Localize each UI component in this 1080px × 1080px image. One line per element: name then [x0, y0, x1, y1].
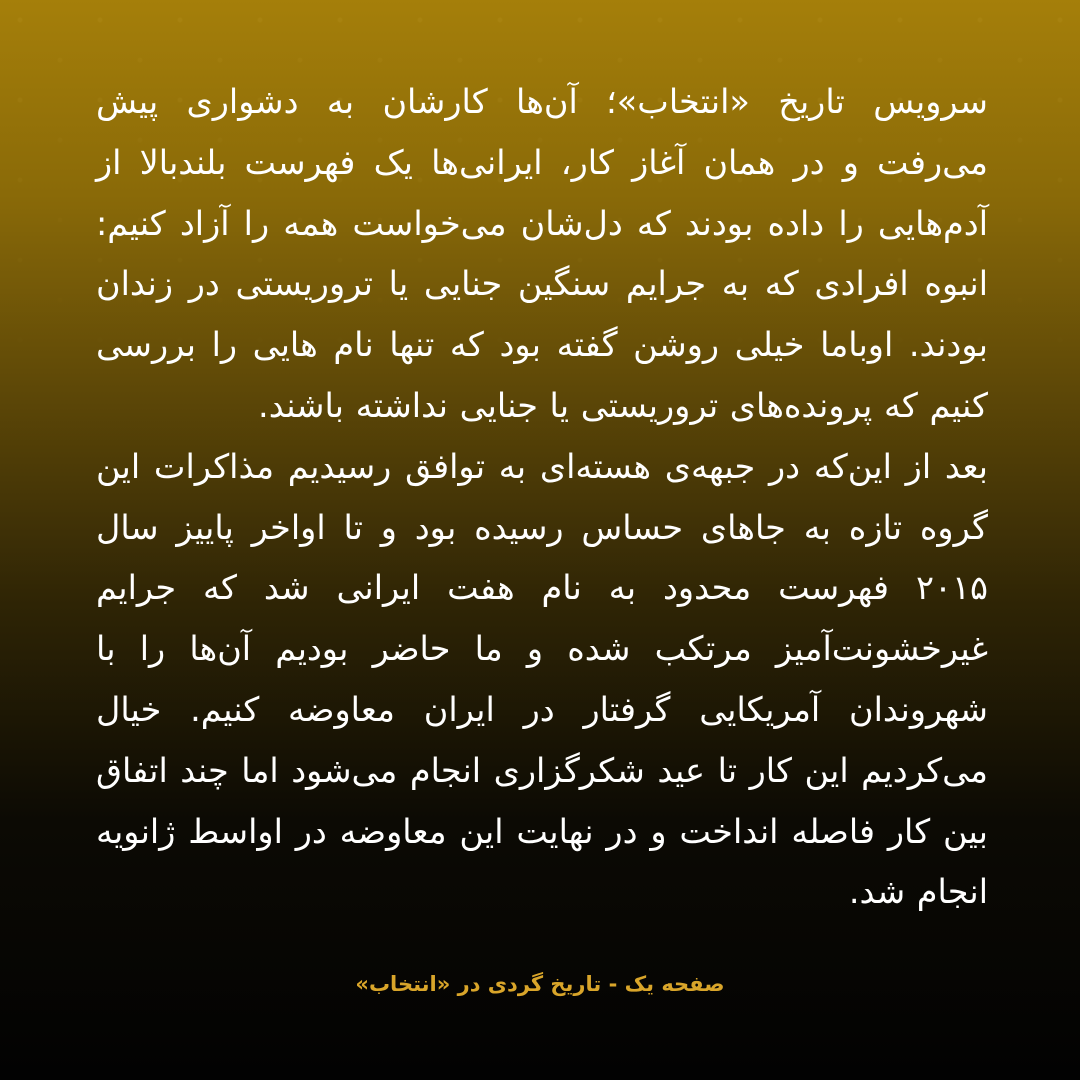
- article-paragraph-1: سرویس تاریخ «انتخاب»؛ آن‌ها کارشان به دشواری پیش می‌رفت و در همان آغاز کار، ایرانی‌ها یک فهرست بلندبالا از آدم‌هایی را داده بودند که دل‌شان می‌خواست همه را آزاد کنیم: انبوه افرادی که به جرایم سنگین جنایی یا تروریستی در زندان بودند. اوباما خیلی روشن گفته بود که تنها نام هایی را بررسی کنیم که پرونده‌های تروریستی یا جنایی نداشته باشند.: [96, 82, 988, 425]
- article-body: [96, 72, 988, 923]
- article-paragraph-2: بعد از این‌که در جبهه‌ی هسته‌ای به توافق رسیدیم مذاکرات این گروه تازه به جاهای حساس رسیده بود و تا اواخر پاییز سال ۲۰۱۵ فهرست محدود به نام هفت ایرانی شد که جرایم غیرخشونت‌آمیز مرتکب شده و ما حاضر بودیم آن‌ها را با شهروندان آمریکایی گرفتار در ایران معاوضه کنیم. خیال می‌کردیم این کار تا عید شکرگزاری انجام می‌شود اما چند اتفاق بین کار فاصله انداخت و در نهایت این معاوضه در اواسط ژانویه انجام شد.: [96, 446, 988, 912]
- footer-caption: صفحه یک - تاریخ گردی در «انتخاب»: [355, 972, 725, 996]
